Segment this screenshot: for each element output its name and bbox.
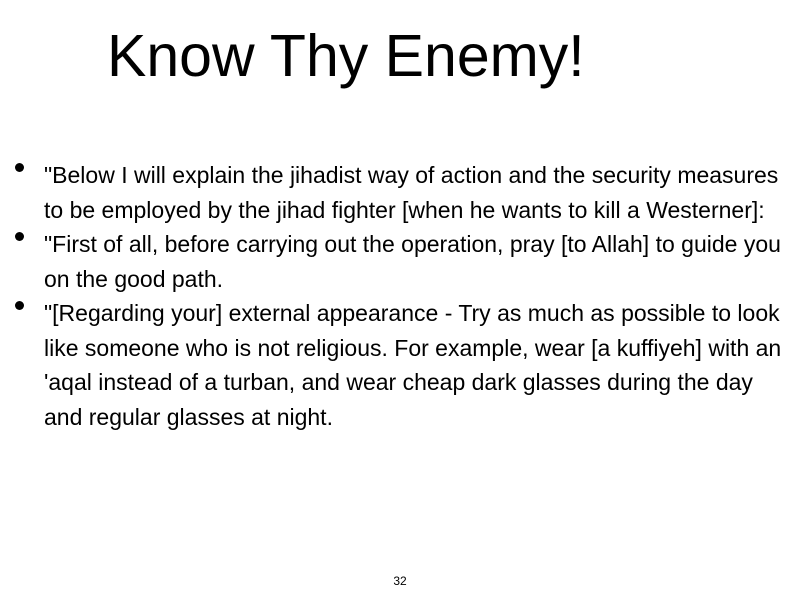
bullet-item-1 bbox=[14, 158, 794, 227]
bullet-text: "Below I will explain the jihadist way of action and the security measures to be employed by the jihad fighter [when he wants to kill a Westerner]: bbox=[44, 162, 779, 223]
bullet-item-3 bbox=[14, 296, 794, 434]
bullet-text: "[Regarding your] external appearance - Try as much as possible to look like someone who is not religious. For example, wear [a kuffiyeh] with an 'aqal instead of a turban, and wear cheap dark glasses during the day and regular glasses at night. bbox=[44, 300, 782, 430]
bullet-list bbox=[14, 158, 794, 434]
bullet-dot-icon bbox=[15, 163, 24, 172]
slide-title: Know Thy Enemy! bbox=[107, 23, 585, 89]
bullet-text: "First of all, before carrying out the operation, pray [to Allah] to guide you on the good path. bbox=[44, 231, 781, 292]
bullet-dot-icon bbox=[15, 232, 24, 241]
bullet-dot-icon bbox=[15, 301, 24, 310]
page-number: 32 bbox=[393, 574, 407, 588]
bullet-item-2 bbox=[14, 227, 794, 296]
